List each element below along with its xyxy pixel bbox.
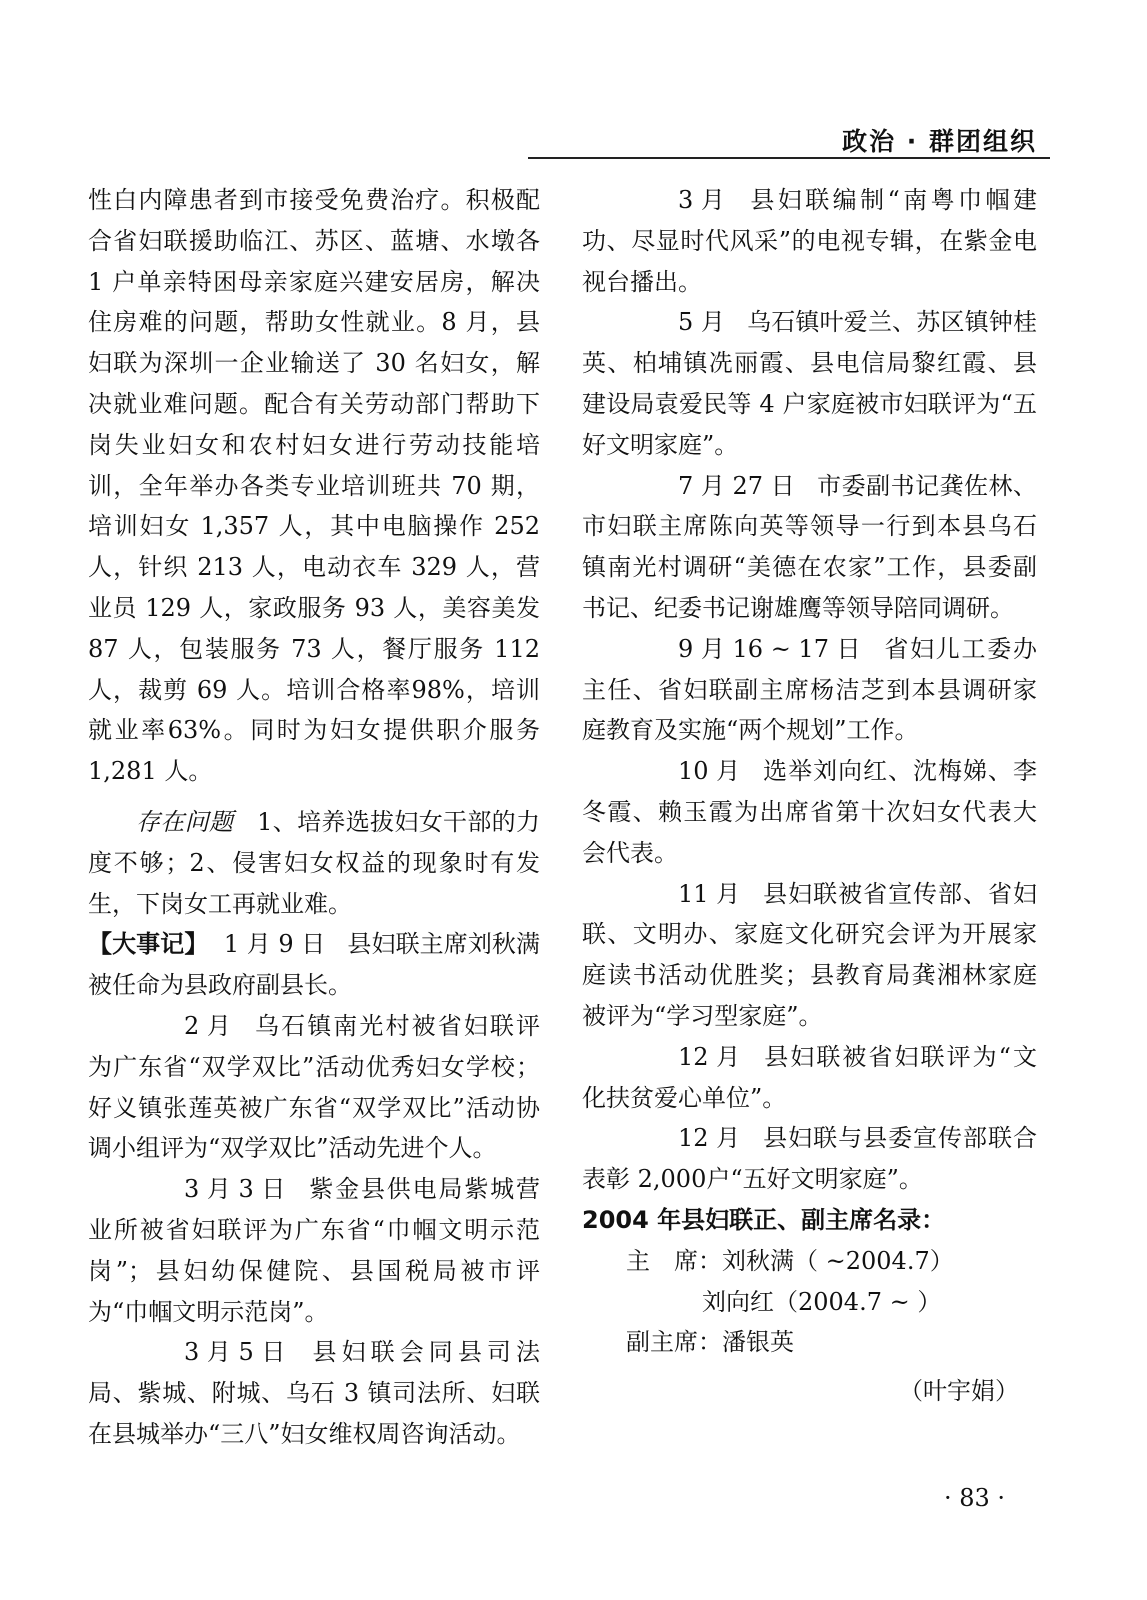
event-item: [88, 1169, 540, 1332]
problems-text: 1、培养选拔妇女干部的力度不够；2、侵害妇女权益的现象时有发生，下岗女工再就业难。: [88, 807, 540, 918]
event-date: 12 月: [678, 1042, 741, 1071]
event-date: 2 月: [184, 1011, 231, 1040]
author-credit: （叶宇娟）: [899, 1377, 1019, 1406]
event-item: [582, 1037, 1037, 1119]
event-date: 3 月: [678, 186, 725, 214]
header-rule: [528, 157, 1050, 159]
roster-vice-line: [582, 1322, 1037, 1363]
event-text: 县妇联编制“南粤巾帼建功、尽显时代风采”的电视专辑，在紫金电视台播出。: [582, 186, 1037, 296]
event-date: 3 月 3 日: [184, 1175, 286, 1204]
events-label: 【大事记】: [88, 930, 209, 959]
problems-label: 存在问题: [136, 807, 234, 836]
roster-vice-name: 潘银英: [722, 1328, 794, 1357]
event-date: 5 月: [678, 308, 725, 337]
event-text: 紫金县供电局紫城营业所被省妇联评为广东省“巾帼文明示范岗”；县妇幼保健院、县国税局被市评为“巾帼文明示范岗”。: [88, 1175, 540, 1326]
event-item: [582, 1118, 1037, 1200]
event-text: 县妇联主席刘秋满被任命为县政府副县长。: [88, 930, 541, 1000]
event-text: 乌石镇叶爱兰、苏区镇钟桂英、柏埔镇冼丽霞、县电信局黎红霞、县建设局袁爱民等 4 户家庭被市妇联评为“五好文明家庭”。: [582, 308, 1037, 459]
roster-chair-name: 刘秋满（ ~2004.7）: [722, 1246, 954, 1275]
left-column: [88, 180, 540, 1455]
event-text: 县妇联与县委宣传部联合表彰 2,000户“五好文明家庭”。: [582, 1124, 1037, 1194]
roster-title: 2004 年县妇联正、副主席名录：: [582, 1205, 946, 1234]
event-text: 乌石镇南光村被省妇联评为广东省“双学双比”活动优秀妇女学校；好义镇张莲英被广东省“双学双比”活动协调小组评为“双学双比”活动先进个人。: [88, 1011, 540, 1163]
event-date: 10 月: [678, 757, 741, 786]
event-item: [582, 874, 1037, 1037]
roster-chair-label: 主 席：: [626, 1246, 722, 1275]
event-item: [88, 1006, 540, 1169]
event-date: 9 月 16 ~ 17 日: [678, 634, 861, 663]
event-item: [582, 751, 1037, 873]
event-text: 县妇联会同县司法局、紫城、附城、乌石 3 镇司法所、妇联在县城举办“三八”妇女维权周咨询活动。: [88, 1338, 540, 1448]
event-text: 县妇联被省妇联评为“文化扶贫爱心单位”。: [582, 1042, 1037, 1112]
section-header-title: 政治 · 群团组织: [842, 127, 1037, 156]
roster-vice-label: 副主席：: [626, 1328, 722, 1357]
event-date: 7 月 27 日: [678, 471, 795, 500]
event-item: [582, 466, 1037, 629]
roster-chair-line: [582, 1241, 1037, 1282]
event-item: [582, 629, 1037, 751]
event-date: 3 月 5 日: [184, 1338, 286, 1367]
event-item: [88, 1332, 540, 1454]
event-text: 市委副书记龚佐林、市妇联主席陈向英等领导一行到本县乌石镇南光村调研“美德在农家”工作，县委副书记、纪委书记谢雄鹰等领导陪同调研。: [582, 471, 1037, 622]
page-number: · 83 ·: [943, 1484, 1005, 1512]
right-column: [582, 180, 1037, 1412]
event-item: [582, 302, 1037, 465]
roster-chair-name-2: 刘向红（2004.7 ~ ）: [702, 1287, 942, 1316]
problems-paragraph: [88, 802, 540, 924]
event-item: [88, 924, 540, 1006]
event-text: 省妇儿工委办主任、省妇联副主席杨洁芝到本县调研家庭教育及实施“两个规划”工作。: [582, 634, 1037, 745]
continuation-paragraph: 性白内障患者到市接受免费治疗。积极配合省妇联援助临江、苏区、蓝塘、水墩各 1 户单亲特困母亲家庭兴建安居房，解决住房难的问题，帮助女性就业。8 月，县妇联为深圳一企业输送了 30 名妇女，解决就业难问题。配合有关劳动部门帮助下岗失业妇女和农村妇女进行劳动技能培训，全年举办各类专业培训班共 70 期，培训妇女 1,357 人，其中电脑操作 252 人，针织 213 人，电动衣车 329 人，营业员 129 人，家政服务 93 人，美容美发 87 人，包装服务 73 人，餐厅服务 112 人，裁剪 69 人。培训合格率98%，培训就业率63%。同时为妇女提供职介服务 1,281 人。: [88, 186, 540, 786]
event-text: 县妇联被省宣传部、省妇联、文明办、家庭文化研究会评为开展家庭读书活动优胜奖；县教育局龚湘林家庭被评为“学习型家庭”。: [582, 879, 1037, 1030]
event-date: 1 月 9 日: [223, 930, 326, 959]
roster-chair-line-2: [582, 1282, 1037, 1323]
event-date: 12 月: [678, 1124, 741, 1153]
event-date: 11 月: [678, 879, 741, 908]
event-item: [582, 180, 1037, 302]
event-text: 选举刘向红、沈梅娣、李冬霞、赖玉霞为出席省第十次妇女代表大会代表。: [582, 757, 1037, 867]
